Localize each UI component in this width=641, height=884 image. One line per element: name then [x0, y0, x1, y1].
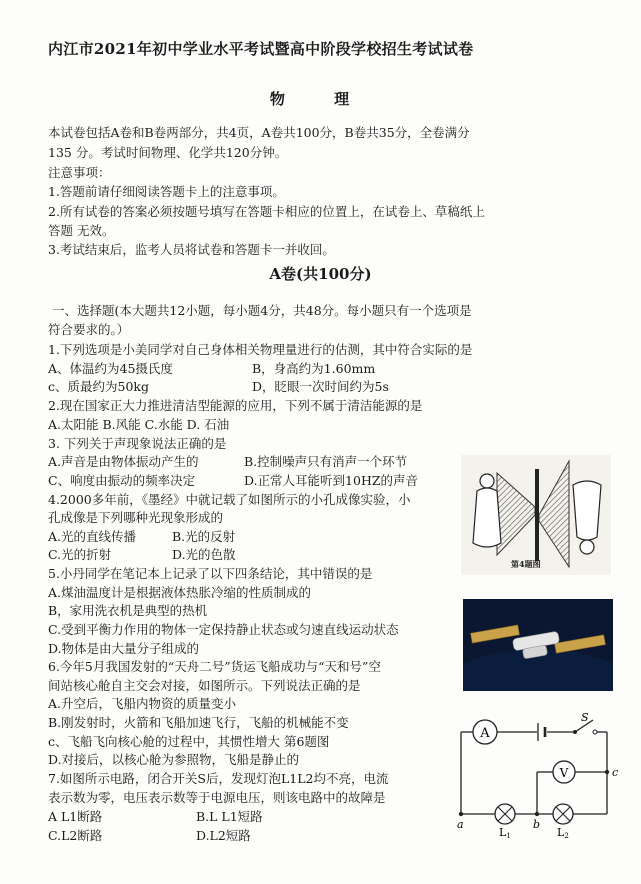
q3-option-b: B.控制噪声只有消声一个环节 [244, 454, 408, 469]
circuit-diagram [449, 712, 629, 840]
question-6-cont: 间站核心舱自主交会对接，如图所示。下列说法正确的是 [48, 678, 361, 693]
q6-option-d: D.对接后，以核心舱为参照物，飞船是静止的 [48, 752, 300, 767]
q5-option-d: D.物体是由大量分子组成的 [48, 641, 200, 656]
q6-option-b: B.刚发射时，火箭和飞船加速飞行，飞船的机械能不变 [48, 715, 349, 730]
intro-line-1: 本试卷包括A卷和B卷两部分，共4页，A卷共100分，B卷共35分，全卷满分 [48, 125, 470, 140]
node-a-dot [459, 812, 463, 816]
switch-contact-left [573, 730, 577, 734]
figure-6-spacecraft [463, 599, 613, 691]
inverted-image [573, 481, 601, 540]
lamp-l1 [495, 804, 515, 824]
notice-item-1: 1.答题前请仔细阅读答题卡上的注意事项。 [48, 184, 285, 199]
q4-option-a: A.光的直线传播 [48, 529, 137, 544]
question-4-cont: 孔成像是下列哪种光现象形成的 [48, 510, 224, 525]
question-6: 6.今年5月我国发射的“天舟二号”货运飞船成功与“天和号”空 [48, 659, 381, 674]
figure-4-pinhole [461, 455, 611, 575]
pinhole-illustration [461, 455, 611, 575]
question-5: 5.小丹同学在笔记本上记录了以下四条结论，其中错误的是 [48, 566, 373, 581]
lamp-l1-label: L1 [499, 826, 511, 840]
q4-option-b: B.光的反射 [172, 529, 236, 544]
node-c-dot [605, 770, 609, 774]
question-7-cont: 表示数为零，电压表示数等于电源电压，则该电路中的故障是 [48, 790, 386, 805]
node-c-label: c [612, 766, 619, 779]
q4-option-d: D.光的色散 [172, 547, 236, 562]
node-b-dot [535, 812, 539, 816]
part-1-instructions-cont: 符合要求的。） [48, 322, 130, 337]
ammeter-label: A [480, 726, 490, 741]
notice-heading: 注意事项： [48, 165, 111, 180]
q7-option-c: C.L2断路 [48, 828, 103, 843]
notice-item-2-cont: 答题 无效。 [48, 223, 115, 238]
q2-options: A.太阳能 B.风能 C.水能 D. 石油 [48, 417, 230, 432]
q3-option-a: A.声音是由物体振动产生的 [48, 454, 199, 469]
upright-person [473, 488, 501, 547]
question-7: 7.如图所示电路，闭合开关S后，发现灯泡L1L2均不亮，电流 [48, 771, 389, 786]
question-4: 4.2000多年前，《墨经》中就记载了如图所示的小孔成像实验，小 [48, 492, 411, 507]
node-a-label: a [457, 818, 464, 831]
q1-option-b: B，身高约为1.60mm [252, 361, 376, 376]
switch-contact-right [593, 730, 597, 734]
switch-label: S [581, 712, 589, 724]
section-a-heading: A卷(共100分) [269, 265, 372, 283]
exam-title: 内江市2021年初中学业水平考试暨高中阶段学校招生考试试卷 [48, 40, 474, 58]
intro-line-2: 135 分。考试时间物理、化学共120分钟。 [48, 145, 288, 160]
figure-4-caption: 第4题图 [511, 559, 541, 569]
q5-option-c: C.受到平衡力作用的物体一定保持静止状态或匀速直线运动状态 [48, 622, 399, 637]
q7-option-d: D.L2短路 [196, 828, 251, 843]
question-2: 2.现在国家正大力推进清洁型能源的应用，下列不属于清洁能源的是 [48, 398, 423, 413]
question-1: 1.下列选项是小美同学对自己身体相关物理量进行的估测，其中符合实际的是 [48, 342, 473, 357]
lamp-l2-label: L2 [557, 826, 569, 840]
q1-option-d: D，眨眼一次时间约为5s [252, 379, 389, 394]
q5-option-b: B，家用洗衣机是典型的热机 [48, 603, 208, 618]
lamp-l2 [553, 804, 573, 824]
voltmeter-label: V [559, 766, 569, 780]
q6-option-c: c、飞船飞向核心舱的过程中，其惯性增大 第6题图 [48, 734, 330, 749]
q3-option-d: D.正常人耳能听到10HZ的声音 [244, 473, 419, 488]
q7-option-a: A L1断路 [48, 809, 103, 824]
figure-7-circuit [449, 712, 629, 840]
notice-item-3: 3.考试结束后，监考人员将试卷和答题卡一并收回。 [48, 242, 335, 257]
q6-option-a: A.升空后，飞船内物资的质量变小 [48, 696, 237, 711]
q7-option-b: B.L L1短路 [196, 809, 263, 824]
part-1-instructions: 一、选择题(本大题共12小题，每小题4分，共48分。每小题只有一个选项是 [52, 303, 472, 318]
notice-item-2: 2.所有试卷的答案必须按题号填写在答题卡相应的位置上，在试卷上、草稿纸上 [48, 204, 485, 219]
q1-option-a: A、体温约为45摄氏度 [48, 361, 173, 376]
q3-option-c: C、响度由振动的频率决定 [48, 473, 196, 488]
spacecraft-illustration [463, 599, 613, 691]
question-3: 3. 下列关于声现象说法正确的是 [48, 436, 227, 451]
pinhole-screen [535, 469, 539, 561]
q4-option-c: C.光的折射 [48, 547, 112, 562]
q1-option-c: c、质最约为50kg [48, 379, 149, 394]
subject-heading: 物 理 [269, 90, 372, 108]
q5-option-a: A.煤油温度计是根据液体热胀冷缩的性质制成的 [48, 585, 312, 600]
node-b-label: b [533, 818, 541, 831]
